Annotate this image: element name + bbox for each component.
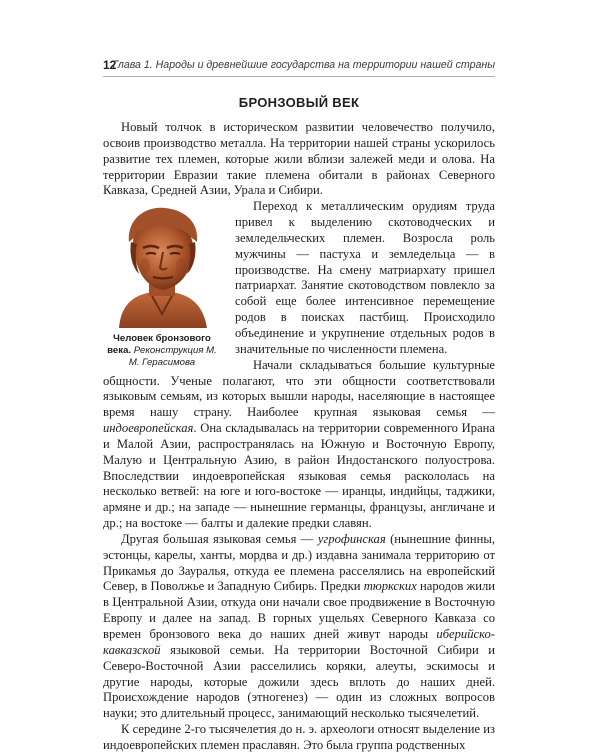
paragraph-5: К середине 2-го тысячелетия до н. э. археологи относят выделение из индоевропейских племен праславян. Это была группа родственных [103,722,495,752]
term-iberian-caucasian: иберийско-кавказской [103,627,495,657]
paragraph-1: Новый толчок в историческом развитии человечество получило, освоив производство металла. На территории нашей страны ускорилось развитие тех племен, которые жили вблизи залежей меди и олова. На территории Евразии такие племена обитали в районах Северного Кавказа, Средней Азии, Урала и Сибири. [103,120,495,198]
figure [103,202,221,369]
paragraph-4 [103,532,495,722]
paragraph-2: Переход к металлическим орудиям труда привел к выделению скотоводческих и земледельческих племен. Возросла роль мужчины — пастуха и земледельца — в производстве. На смену матриархату пришел патриархат. Занятие скотоводством повлекло за собой еще более интенсивное перемещение родов в поисках пастбищ. Происходило объединение и укрупнение отдельных родов в значительные по численности племена. [235,199,495,356]
caption-title: Человек бронзового века. [107,333,211,357]
term-indo-european: индоевропейская [103,421,194,436]
term-finno-ugric: угрофинская [317,531,386,546]
term-turkic: тюркских [363,579,417,594]
caption-credit: Реконструкция М. М. Герасимова [128,345,217,369]
paragraph-3-text-a: Начали складываться большие культурные общности. Ученые полагают, что эти общности соответствовали языковым семьям, из которых вышли народы, населяющие в настоящее время нашу страну. Наиболее крупная языковая семья — [103,357,495,420]
paragraph-4-text-d: языковой семьи. На территории Восточной Сибири и Северо-Восточной Азии расселились коряки, алеуты, эскимосы и другие народы, которые дожили здесь вплоть до наших дней. Происхождение народов (этногенез) — один из сложных вопросов науки; это длительный процесс, занимающий несколько тысячелетий. [103,642,495,721]
paragraph-4-text-c: народов жили в Центральной Азии, откуда они начали свое продвижение в Восточную Европу и далее на запад. В горных ущельях Северного Кавказа со времен бронзового века до наших дней живут народы [103,579,495,641]
paragraph-4-text-b: (нынешние финны, эстонцы, карелы, ханты, мордва и др.) издавна занимала территорию от Прикамья до Зауралья, откуда ее племена расселялись на европейский Север, в Поволжье и Западную Сибирь. Предки [103,531,495,594]
paragraph-4-text-a: Другая большая языковая семья — [121,531,318,546]
bronze-age-man-bust-icon [109,202,215,328]
textbook-page [103,56,495,754]
page-number: 12 [103,58,117,72]
chapter-title: Глава 1. Народы и древнейшие государства на территории нашей страны [112,59,495,71]
section-title: БРОНЗОВЫЙ ВЕК [238,95,360,110]
body-text [103,120,495,754]
running-header [103,56,495,77]
paragraph-3-text-b: . Она складывалась на территории современного Ирана и Малой Азии, распространялась на Южную и Восточную Европу, Малую и Центральную Азию, в район Индостанского полуострова. Впоследствии индоевропейская языковая семья раскололась на несколько ветвей: на юге и юго-востоке — иранцы, индийцы, таджики, армяне и др.; на западе — нынешние германцы, французы, англичане и др.; на востоке — балты и далекие предки славян. [103,421,495,531]
paragraph-3 [103,358,495,532]
figure-caption [103,333,221,369]
